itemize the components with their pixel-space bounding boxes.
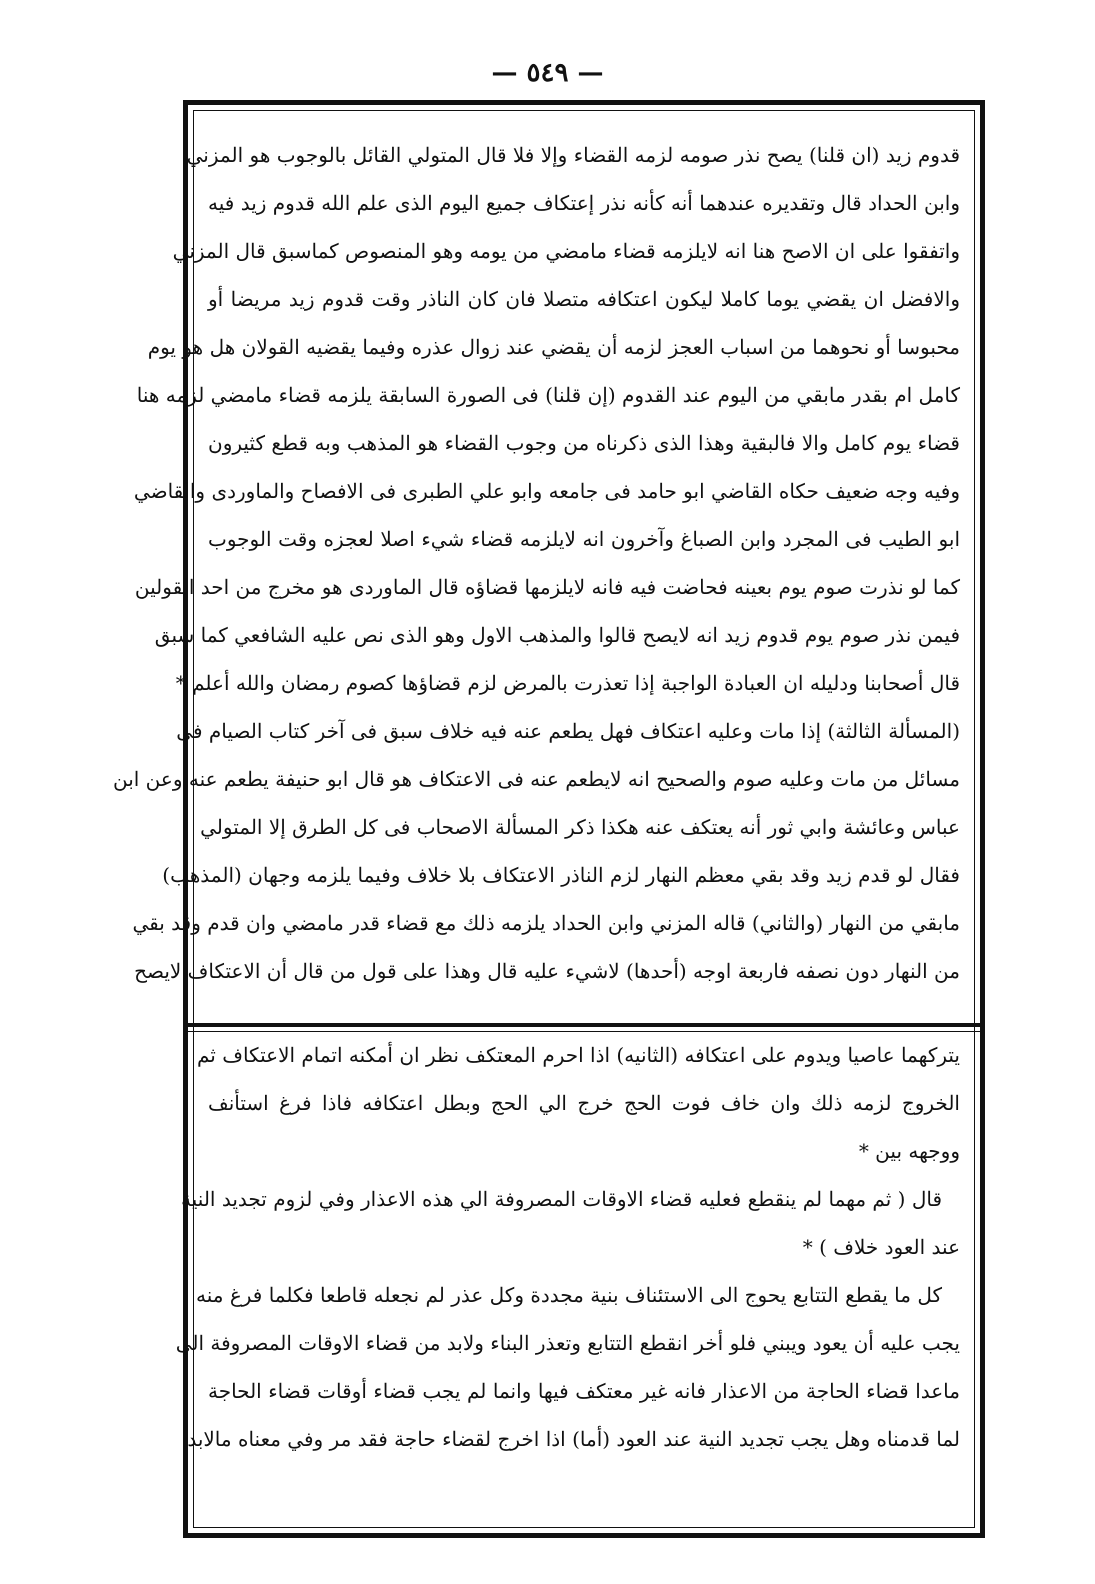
text-line: ماعدا قضاء الحاجة من الاعذار فانه غير معتكف فيها وانما لم يجب قضاء أوقات قضاء الحاجة bbox=[208, 1379, 960, 1403]
text-line: والافضل ان يقضي يوما كاملا ليكون اعتكافه متصلا فان كان الناذر وقت قدوم زيد مريضا أو bbox=[208, 287, 960, 311]
text-line: عباس وعائشة وابي ثور أنه يعتكف عنه هكذا ذكر المسألة الاصحاب فى كل الطرق إلا المتولي bbox=[200, 815, 960, 839]
text-line: كما لو نذرت صوم يوم بعينه فحاضت فيه فانه لايلزمها قضاؤه قال الماوردى هو مخرج من احد القولين bbox=[134, 575, 960, 599]
text-line: من النهار دون نصفه فاربعة اوجه (أحدها) لاشيء عليه قال وهذا على قول من قال أن الاعتكاف لايصح bbox=[134, 959, 960, 983]
text-line: مابقي من النهار (والثاني) قاله المزني وابن الحداد يلزمه ذلك مع قضاء قدر مامضي وان قدم وقد بقي bbox=[132, 911, 960, 935]
text-line: وابن الحداد قال وتقديره عندهما أنه كأنه نذر إعتكاف جميع اليوم الذى علم الله قدوم زيد فيه bbox=[208, 191, 960, 215]
text-line: وفيه وجه ضعيف حكاه القاضي ابو حامد فى جامعه وابو علي الطبرى فى الافصاح والماوردى والقاضي bbox=[133, 479, 960, 503]
text-line: فقال لو قدم زيد وقد بقي معظم النهار لزم الناذر الاعتكاف بلا خلاف وفيما يلزمه وجهان (المذهب) bbox=[162, 863, 960, 887]
section-divider bbox=[188, 1023, 980, 1027]
footer-text bbox=[175, 1031, 960, 1463]
text-line: يتركهما عاصيا ويدوم على اعتكافه (الثانيه) اذا احرم المعتكف نظر ان أمكنه اتمام الاعتكاف ثم bbox=[197, 1043, 960, 1067]
page-frame bbox=[112, 100, 985, 1538]
main-text bbox=[112, 131, 960, 995]
text-line: واتفقوا على ان الاصح هنا انه لايلزمه قضاء مامضي من يومه وهو المنصوص كماسبق قال المزني bbox=[172, 239, 960, 263]
page-number: — ٥٤٩ — bbox=[491, 58, 604, 88]
text-line: كل ما يقطع التتابع يحوج الى الاستئناف بنية مجددة وكل عذر لم نجعله قاطعا فكلما فرغ منه bbox=[196, 1283, 942, 1307]
text-line: فيمن نذر صوم يوم قدوم زيد انه لايصح قالوا والمذهب الاول وهو الذى نص عليه الشافعي كما سبق bbox=[154, 623, 960, 647]
text-line: مسائل من مات وعليه صوم والصحيح انه لايطعم عنه فى الاعتكاف هو قال ابو حنيفة يطعم عنه وعن ابن bbox=[112, 767, 960, 791]
text-line: قال أصحابنا ودليله ان العبادة الواجبة إذا تعذرت بالمرض لزم قضاؤها كصوم رمضان والله أعلم * bbox=[175, 671, 960, 695]
text-line: محبوسا أو نحوهما من اسباب العجز لزمه أن يقضي عند زوال عذره وفيما يقضيه القولان هل هو يوم bbox=[147, 335, 960, 359]
text-line: يجب عليه أن يعود ويبني فلو أخر انقطع التتابع وتعذر البناء ولابد من قضاء الاوقات المصروفة الى bbox=[175, 1331, 960, 1355]
text-line: قضاء يوم كامل والا فالبقية وهذا الذى ذكرناه من وجوب القضاء هو المذهب وبه قطع كثيرون bbox=[208, 431, 960, 455]
text-line: كامل ام بقدر مابقي من اليوم عند القدوم (إن قلنا) فى الصورة السابقة يلزمه قضاء مامضي لزمه هنا bbox=[136, 383, 960, 407]
text-line: لما قدمناه وهل يجب تجديد النية عند العود (أما) اذا اخرج لقضاء حاجة فقد مر وفي معناه مالابد bbox=[187, 1427, 960, 1451]
text-line: ابو الطيب فى المجرد وابن الصباغ وآخرون انه لايلزمه قضاء شيء اصلا لعجزه وقت الوجوب bbox=[208, 527, 960, 551]
text-line: قال ( ثم مهما لم ينقطع فعليه قضاء الاوقات المصروفة الي هذه الاعذار وفي لزوم تجديد النية bbox=[181, 1187, 942, 1211]
text-line: الخروج لزمه ذلك وان خاف فوت الحج خرج الي الحج وبطل اعتكافه فاذا فرغ استأنف bbox=[208, 1091, 960, 1115]
text-line: قدوم زيد (ان قلنا) يصح نذر صومه لزمه القضاء وإلا فلا قال المتولي القائل بالوجوب هو المزني bbox=[186, 143, 960, 167]
text-line: ووجهه بين * bbox=[858, 1139, 960, 1163]
text-line: (المسألة الثالثة) إذا مات وعليه اعتكاف فهل يطعم عنه فيه خلاف سبق فى آخر كتاب الصيام فى bbox=[176, 719, 960, 743]
text-line: عند العود خلاف ) * bbox=[802, 1235, 960, 1259]
